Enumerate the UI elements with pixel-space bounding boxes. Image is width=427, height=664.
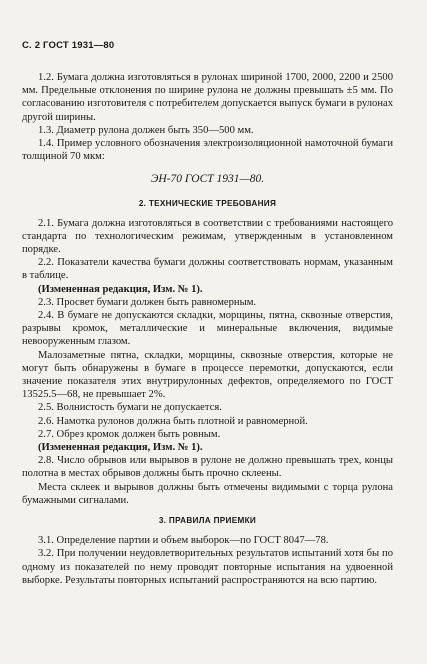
paragraph-2-5: 2.5. Волнистость бумаги не допускается. <box>38 402 222 414</box>
paragraph-2-1: 2.1. Бумага должна изготовляться в соответствии с требованиями настоящего стандарта по технологическим режимам, утвержденным в установленном порядке. <box>22 217 393 256</box>
paragraph-2-8-note: Места склеек и вырывов должны быть отмечены видимыми с торца рулона бумажными сигналами. <box>22 481 393 506</box>
revision-note: (Измененная редакция, Изм. № 1). <box>38 442 203 454</box>
section-3-title: 3. ПРАВИЛА ПРИЕМКИ <box>158 516 257 526</box>
revision-note: (Измененная редакция, Изм. № 1). <box>38 283 203 295</box>
paragraph-2-6: 2.6. Намотка рулонов должна быть плотной и равномерной. <box>38 415 308 427</box>
paragraph-2-7: 2.7. Обрез кромок должен быть ровным. <box>38 428 221 440</box>
paragraph-2-4: 2.4. В бумаге не допускаются складки, морщины, пятна, сквозные отверстия, разрывы кромок, металлические и минеральные включения, видимые невооруженным глазом. <box>22 310 393 348</box>
paragraph-1-2: 1.2. Бумага должна изготовляться в рулонах шириной 1700, 2000, 2200 и 2500 мм. Предельные отклонения по ширине рулона не должны превышать ±5 мм. По согласованию изготовителя с потребителем допускается выпуск бумаги в рулонах другой ширины. <box>22 72 393 123</box>
paragraph-2-3: 2.3. Просвет бумаги должен быть равномерным. <box>38 296 257 308</box>
paragraph-2-2: 2.2. Показатели качества бумаги должны соответствовать нормам, указанным в таблице. <box>22 257 393 282</box>
paragraph-1-4: 1.4. Пример условного обозначения электроизоляционной намоточной бумаги толщиной 70 мкм: <box>22 138 393 163</box>
designation-example: ЭН-70 ГОСТ 1931—80. <box>150 173 265 186</box>
paragraph-1-3: 1.3. Диаметр рулона должен быть 350—500 мм. <box>38 124 254 136</box>
section-2-title: 2. ТЕХНИЧЕСКИЕ ТРЕБОВАНИЯ <box>138 198 277 208</box>
paragraph-3-1: 3.1. Определение партии и объем выборок—по ГОСТ 8047—78. <box>38 535 329 547</box>
paragraph-2-4-note: Малозаметные пятна, складки, морщины, сквозные отверстия, которые не могут быть обнаружены в бумаге в процессе перемотки, допускаются, если значение показателя этих внутрирулонных дефектов, определяемого по ГОСТ 13525.5—68, не превышает 2%. <box>22 349 393 401</box>
paragraph-3-2: 3.2. При получении неудовлетворительных результатов испытаний хотя бы по одному из показателей по нему проводят повторные испытания на удвоенной выборке. Результаты повторных испытаний распространяются на всю партию. <box>22 548 393 586</box>
paragraph-2-8: 2.8. Число обрывов или вырывов в рулоне не должно превышать трех, концы полотна в местах обрывов должны быть прочно склеены. <box>22 455 393 480</box>
page-header: С. 2 ГОСТ 1931—80 <box>22 40 115 51</box>
